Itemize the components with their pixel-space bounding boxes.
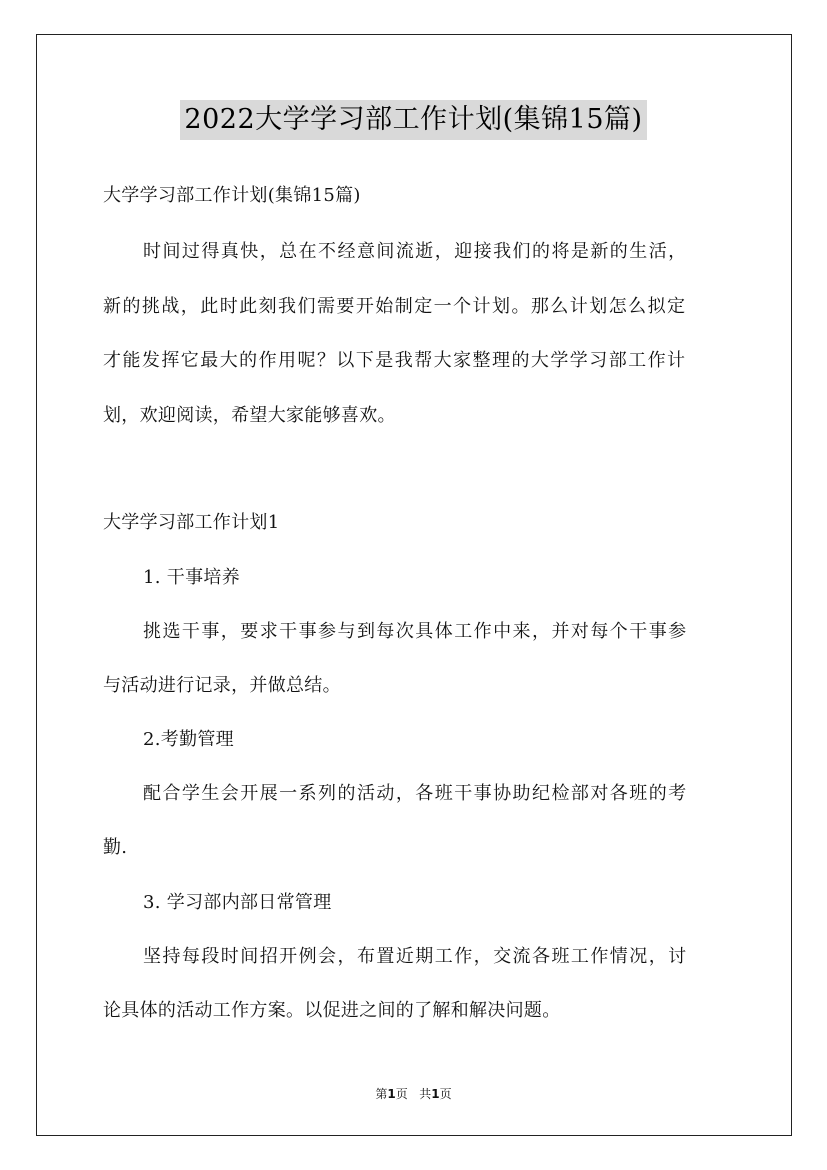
- intro-line-3: 才能发挥它最大的作用呢？以下是我帮大家整理的大学学习部工作计: [103, 350, 687, 371]
- item-line: 与活动进行记录，并做总结。: [103, 675, 341, 696]
- item-line: 配合学生会开展一系列的活动，各班干事协助纪检部对各班的考: [143, 783, 688, 804]
- section-title: 大学学习部工作计划1: [103, 512, 280, 533]
- item-heading: 1. 干事培养: [143, 567, 240, 588]
- intro-line-1: 时间过得真快，总在不经意间流逝，迎接我们的将是新的生活，: [143, 241, 688, 262]
- page-footer: [0, 1085, 827, 1102]
- item-line: 勤.: [103, 837, 128, 858]
- item-line: 坚持每段时间招开例会，布置近期工作，交流各班工作情况，讨: [143, 946, 688, 967]
- total-suffix: 页: [439, 1087, 452, 1101]
- page-suffix: 页: [395, 1087, 408, 1101]
- item-line: 挑选干事，要求干事参与到每次具体工作中来，并对每个干事参: [143, 621, 688, 642]
- document-subtitle: 大学学习部工作计划(集锦15篇): [103, 185, 361, 206]
- total-prefix: 共: [419, 1087, 432, 1101]
- total-pages: 1: [431, 1087, 440, 1101]
- page-number: 1: [387, 1087, 396, 1101]
- intro-line-4: 划，欢迎阅读，希望大家能够喜欢。: [103, 405, 396, 426]
- item-heading: 2.考勤管理: [143, 729, 234, 750]
- item-line: 论具体的活动工作方案。以促进之间的了解和解决问题。: [103, 1000, 561, 1021]
- item-heading: 3. 学习部内部日常管理: [143, 892, 332, 913]
- document-title: 2022大学学习部工作计划(集锦15篇): [180, 100, 646, 140]
- title-wrap: [0, 100, 827, 140]
- intro-line-2: 新的挑战，此时此刻我们需要开始制定一个计划。那么计划怎么拟定: [103, 296, 687, 317]
- page-prefix: 第: [375, 1087, 388, 1101]
